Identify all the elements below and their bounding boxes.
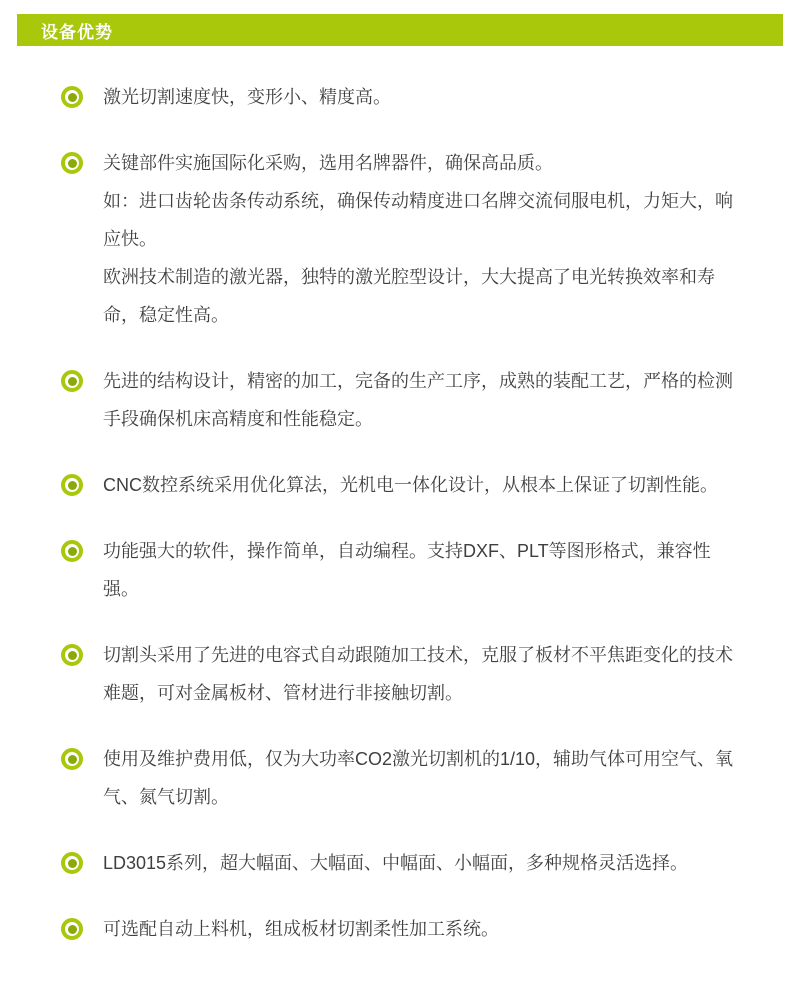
bullet-target-icon <box>61 540 83 562</box>
advantage-item <box>61 910 743 948</box>
advantage-paragraph: CNC数控系统采用优化算法，光机电一体化设计，从根本上保证了切割性能。 <box>103 475 718 495</box>
advantage-paragraph: 先进的结构设计，精密的加工，完备的生产工序，成熟的装配工艺，严格的检测手段确保机床高精度和性能稳定。 <box>103 371 733 429</box>
advantage-paragraph: 使用及维护费用低，仅为大功率CO2激光切割机的1/10，辅助气体可用空气、氧气、氮气切割。 <box>103 749 734 807</box>
advantage-item <box>61 740 743 816</box>
bullet-dot <box>68 925 77 934</box>
advantage-paragraph: 功能强大的软件，操作简单，自动编程。支持DXF、PLT等图形格式，兼容性强。 <box>103 541 711 599</box>
advantage-item <box>61 532 743 608</box>
advantage-item <box>61 78 743 116</box>
bullet-target-icon <box>61 370 83 392</box>
advantage-paragraph: 激光切割速度快，变形小、精度高。 <box>103 87 391 107</box>
advantage-list <box>0 46 800 948</box>
advantage-text <box>103 740 743 816</box>
advantage-text <box>103 466 743 504</box>
advantage-text <box>103 532 743 608</box>
advantage-paragraph: 关键部件实施国际化采购，选用名牌器件，确保高品质。 <box>103 153 553 173</box>
bullet-dot <box>68 755 77 764</box>
bullet-dot <box>68 651 77 660</box>
advantage-paragraph: 切割头采用了先进的电容式自动跟随加工技术，克服了板材不平焦距变化的技术难题，可对金属板材、管材进行非接触切割。 <box>103 645 733 703</box>
bullet-target-icon <box>61 852 83 874</box>
advantage-item <box>61 466 743 504</box>
advantage-item <box>61 844 743 882</box>
bullet-dot <box>68 547 77 556</box>
advantage-paragraph: 可选配自动上料机，组成板材切割柔性加工系统。 <box>103 919 499 939</box>
advantage-item <box>61 636 743 712</box>
bullet-target-icon <box>61 86 83 108</box>
bullet-dot <box>68 159 77 168</box>
bullet-target-icon <box>61 748 83 770</box>
advantage-text <box>103 844 743 882</box>
section-title: 设备优势 <box>41 22 113 42</box>
advantage-text <box>103 362 743 438</box>
bullet-target-icon <box>61 918 83 940</box>
bullet-dot <box>68 93 77 102</box>
advantage-paragraph: LD3015系列，超大幅面、大幅面、中幅面、小幅面，多种规格灵活选择。 <box>103 853 689 873</box>
advantage-text <box>103 144 743 334</box>
bullet-dot <box>68 859 77 868</box>
bullet-target-icon <box>61 152 83 174</box>
section-header-bar <box>17 14 783 46</box>
advantage-paragraph: 欧洲技术制造的激光器，独特的激光腔型设计，大大提高了电光转换效率和寿命，稳定性高。 <box>103 267 715 325</box>
bullet-target-icon <box>61 474 83 496</box>
product-advantages-page <box>0 14 800 948</box>
advantage-item <box>61 144 743 334</box>
advantage-text <box>103 910 743 948</box>
advantage-text <box>103 636 743 712</box>
bullet-target-icon <box>61 644 83 666</box>
advantage-item <box>61 362 743 438</box>
bullet-dot <box>68 481 77 490</box>
bullet-dot <box>68 377 77 386</box>
advantage-text <box>103 78 743 116</box>
advantage-paragraph: 如：进口齿轮齿条传动系统，确保传动精度进口名牌交流伺服电机，力矩大，响应快。 <box>103 191 733 249</box>
